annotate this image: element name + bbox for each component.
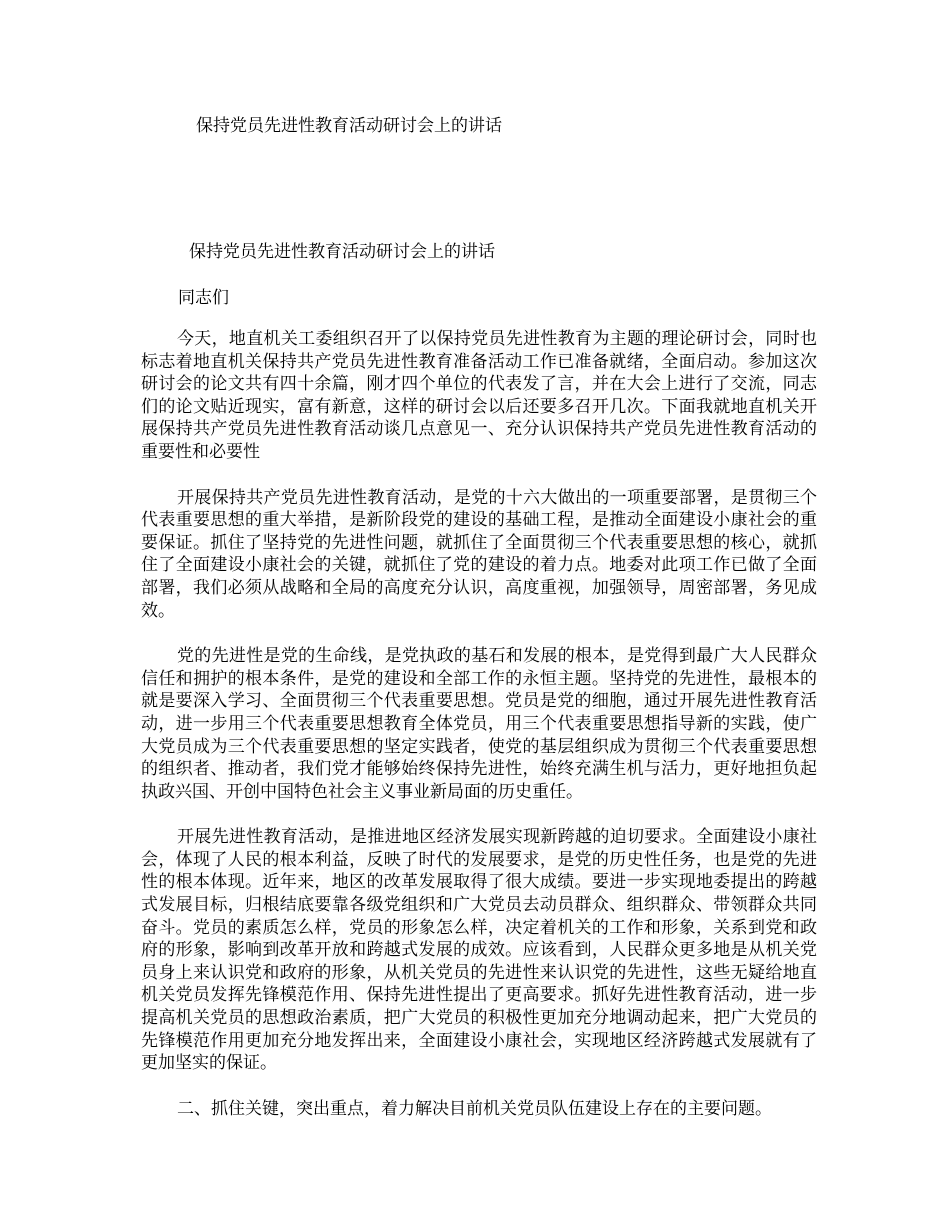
document-title: 保持党员先进性教育活动研讨会上的讲话: [189, 242, 495, 262]
paragraph-1: 今天，地直机关工委组织召开了以保持党员先进性教育为主题的理论研讨会，同时也标志着地直机关保持共产党员先进性教育准备活动工作已准备就绪，全面启动。参加这次研讨会的论文共有四十余篇，刚才四个单位的代表发了言，并在大会上进行了交流，同志们的论文贴近现实，富有新意，这样的研讨会以后还要多召开几次。下面我就地直机关开展保持共产党员先进性教育活动谈几点意见一、充分认识保持共产党员先进性教育活动的重要性和必要性: [141, 329, 817, 462]
paragraph-3: 党的先进性是党的生命线，是党执政的基石和发展的根本，是党得到最广大人民群众信任和拥护的根本条件，是党的建设和全部工作的永恒主题。坚持党的先进性，最根本的就是要深入学习、全面贯彻三个代表重要思想。党员是党的细胞，通过开展先进性教育活动，进一步用三个代表重要思想教育全体党员，用三个代表重要思想指导新的实践，使广大党员成为三个代表重要思想的坚定实践者，使党的基层组织成为贯彻三个代表重要思想的组织者、推动者，我们党才能够始终保持先进性，始终充满生机与活力，更好地担负起执政兴国、开创中国特色社会主义事业新局面的历史重任。: [141, 646, 817, 802]
document-body: [141, 328, 817, 1143]
paragraph-5: 二、抓住关键，突出重点，着力解决目前机关党员队伍建设上存在的主要问题。: [177, 1098, 772, 1119]
paragraph-4: 开展先进性教育活动，是推进地区经济发展实现新跨越的迫切要求。全面建设小康社会，体现了人民的根本利益，反映了时代的发展要求，是党的历史性任务，也是党的先进性的根本体现。近年来，地区的改革发展取得了很大成绩。要进一步实现地委提出的跨越式发展目标，归根结底要靠各级党组织和广大党员去动员群众、组织群众、带领群众共同奋斗。党员的素质怎么样，党员的形象怎么样，决定着机关的工作和形象，关系到党和政府的形象，影响到改革开放和跨越式发展的成效。应该看到，人民群众更多地是从机关党员身上来认识党和政府的形象，从机关党员的先进性来认识党的先进性，这些无疑给地直机关党员发挥先锋模范作用、保持先进性提出了更高要求。抓好先进性教育活动，进一步提高机关党员的思想政治素质，把广大党员的积极性更加充分地调动起来，把广大党员的先锋模范作用更加充分地发挥出来，全面建设小康社会，实现地区经济跨越式发展就有了更加坚实的保证。: [141, 827, 817, 1074]
paragraph-2: 开展保持共产党员先进性教育活动，是党的十六大做出的一项重要部署，是贯彻三个代表重要思想的重大举措，是新阶段党的建设的基础工程，是推动全面建设小康社会的重要保证。抓住了坚持党的先进性问题，就抓住了全面贯彻三个代表重要思想的核心，就抓住了全面建设小康社会的关键，就抓住了党的建设的着力点。地委对此项工作已做了全面部署，我们必须从战略和全局的高度充分认识，高度重视，加强领导，周密部署，务见成效。: [141, 487, 817, 621]
header-title: 保持党员先进性教育活动研讨会上的讲话: [196, 116, 502, 136]
salutation: 同志们: [178, 288, 229, 308]
